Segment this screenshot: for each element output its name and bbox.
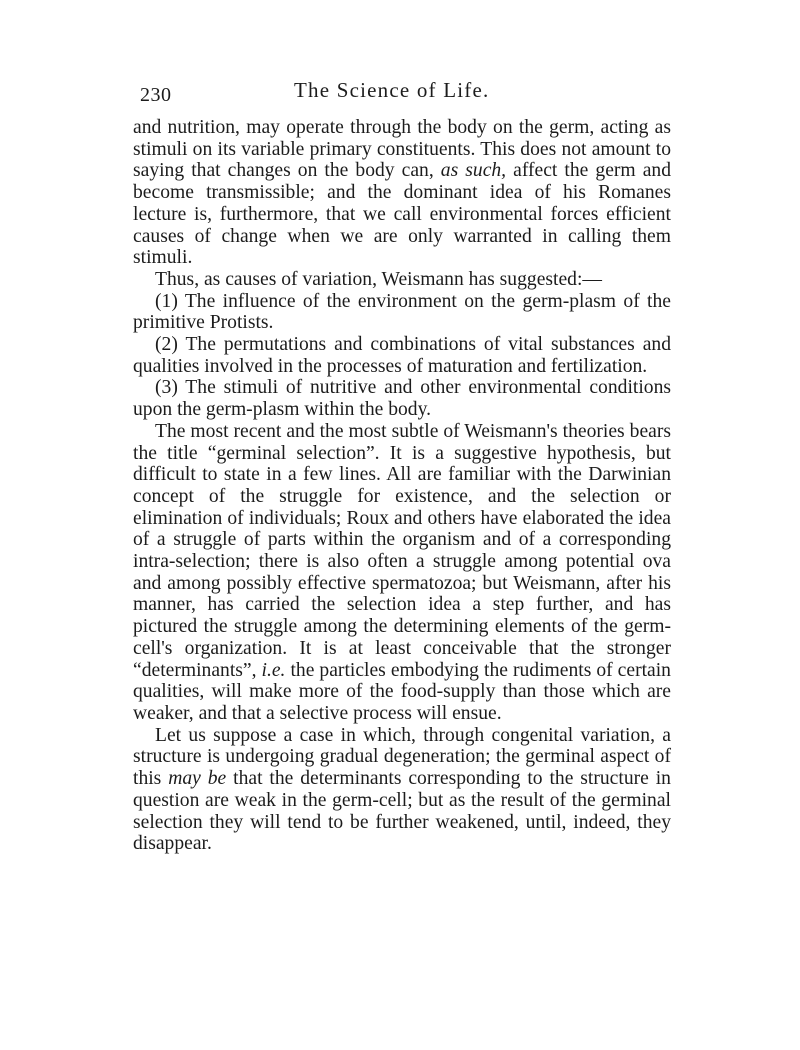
list-item-3: (3) The stimuli of nutritive and other environmental conditions upon the germ-plasm within the body. (133, 377, 671, 421)
page-number: 230 (140, 84, 172, 106)
running-head (140, 78, 670, 108)
list-item-1: (1) The influence of the environment on the germ-plasm of the primitive Protists. (133, 290, 671, 334)
paragraph-intro-causes: Thus, as causes of variation, Weismann has suggested:— (155, 268, 602, 290)
list-item-2: (2) The permutations and combinations of vital substances and qualities involved in the processes of maturation and fertilization. (133, 334, 671, 377)
paragraph-germinal-selection: The most recent and the most subtle of Weismann's theories bears the title “germinal selection”. It is a suggestive hypothesis, but difficult to state in a few lines. All are familiar with the Darwinian concept of the struggle for existence, and the selection or elimination of individuals; Roux and others have elaborated the idea of a struggle of parts within the organism and of a corresponding intra-selection; there is also often a struggle among potential ova and among possibly effective spermatozoa; but Weismann, after his manner, has carried the selection idea a step further, and has pictured the struggle among the determining elements of the germ-cell's organization. It is at least conceivable that the stronger “determinants”, i.e. the particles embodying the rudiments of certain qualities, will make more of the food-supply than those which are weaker, and that a selective process will ensue. (133, 420, 671, 724)
paragraph-continuation: and nutrition, may operate through the body on the germ, acting as stimuli on its variable primary constituents. This does not amount to saying that changes on the body can, as such, affect the germ and become transmissible; and the dominant idea of his Romanes lecture is, furthermore, that we call environmental forces efficient causes of change when we are only warranted in calling them stimuli. (133, 117, 672, 269)
body-text (133, 117, 671, 855)
italic-abbreviation: i.e. (261, 659, 286, 681)
paragraph-degeneration: Let us suppose a case in which, through congenital variation, a structure is undergoing gradual degeneration; the germinal aspect of this may be that the determinants corresponding to the structure in question are weak in the germ-cell; but as the result of the germinal selection they will tend to be further weakened, until, indeed, they disappear. (133, 724, 671, 855)
italic-phrase: may be (168, 768, 227, 790)
running-title: The Science of Life. (294, 78, 490, 102)
italic-phrase: as such, (440, 160, 507, 182)
